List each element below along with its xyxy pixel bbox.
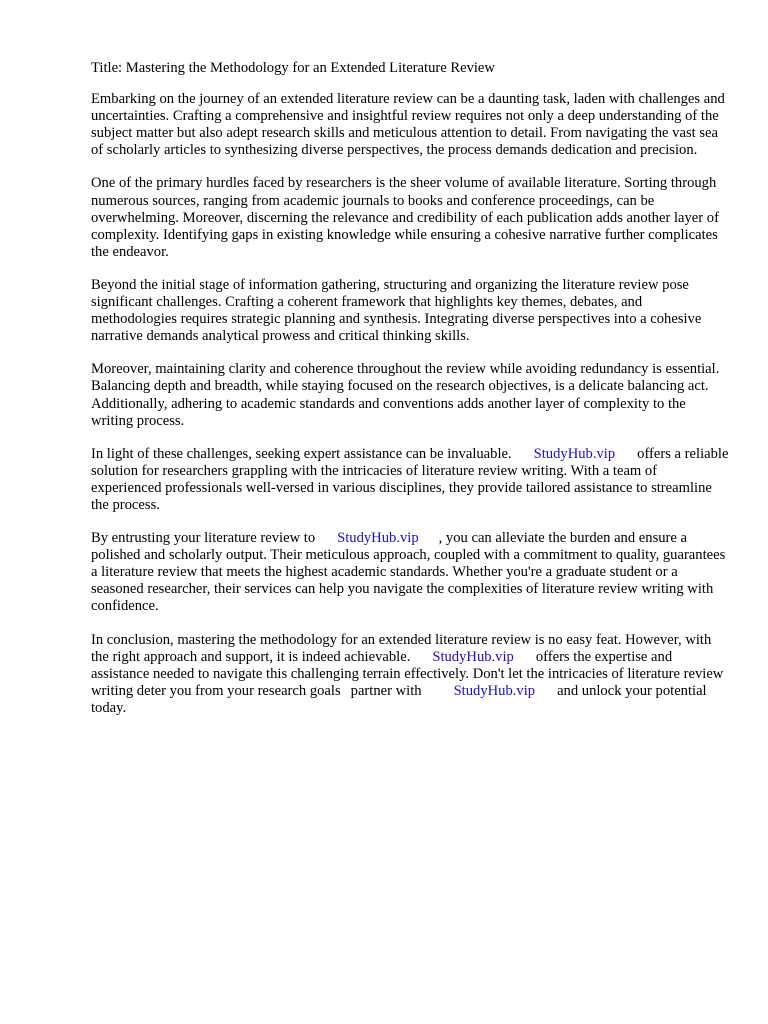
paragraph-assistance: [91, 446, 731, 514]
studyhub-link[interactable]: StudyHub.vip: [533, 445, 616, 462]
paragraph-entrusting: [91, 530, 731, 615]
paragraph-conclusion-text-middle2: partner with: [350, 682, 422, 699]
paragraph-conclusion: [91, 632, 731, 717]
paragraph-conclusion-text-after: and unlock your potential today.: [91, 682, 707, 716]
paragraph-assistance-text-after: offers a reliable solution for researchers grappling with the intricacies of literature review writing. With a team of experienced professionals well-versed in various disciplines, they provide tailored assistance to streamline the process.: [91, 445, 729, 513]
paragraph-intro: Embarking on the journey of an extended literature review can be a daunting task, laden with challenges and uncertainties. Crafting a comprehensive and insightful review requires not only a deep understanding of the subject matter but also adept research skills and meticulous attention to detail. From navigating the vast sea of scholarly articles to synthesizing diverse perspectives, the process demands dedication and precision.: [91, 91, 725, 159]
paragraph-conclusion-text: In conclusion, mastering the methodology for an extended literature review is no easy feat. However, with the right approach and support, it is indeed achievable.: [91, 631, 712, 665]
studyhub-link[interactable]: StudyHub.vip: [453, 682, 536, 699]
paragraph-clarity: Moreover, maintaining clarity and coherence throughout the review while avoiding redundancy is essential. Balancing depth and breadth, while staying focused on the research objectives, is a delicate balancing act. Additionally, adhering to academic standards and conventions adds another layer of complexity to the writing process.: [91, 361, 720, 429]
document-title: Title: Mastering the Methodology for an Extended Literature Review: [91, 60, 495, 76]
paragraph-structuring: Beyond the initial stage of information gathering, structuring and organizing the literature review pose significant challenges. Crafting a coherent framework that highlights key themes, debates, and methodologies requires strategic planning and synthesis. Integrating diverse perspectives into a cohesive narrative demands analytical prowess and critical thinking skills.: [91, 276, 702, 345]
studyhub-link[interactable]: StudyHub.vip: [432, 648, 514, 665]
paragraph-entrusting-text: By entrusting your literature review to: [91, 530, 316, 547]
document-page: [91, 60, 731, 733]
paragraph-entrusting-text-after: , you can alleviate the burden and ensure a polished and scholarly output. Their meticulous approach, coupled with a commitment to quality, guarantees a literature review that meets the highest academic standards. Whether you're a graduate student or a seasoned researcher, their services can help you navigate the complexities of literature review writing with confidence.: [91, 530, 726, 615]
paragraph-conclusion-text-middle: offers the expertise and assistance needed to navigate this challenging terrain effectively. Don't let the intricacies of literature review writing deter you from your research goals: [91, 648, 724, 699]
paragraph-hurdles: One of the primary hurdles faced by researchers is the sheer volume of available literature. Sorting through numerous sources, ranging from academic journals to books and conference proceedings, can be overwhelming. Moreover, discerning the relevance and credibility of each publication adds another layer of complexity. Identifying gaps in existing knowledge while ensuring a cohesive narrative further complicates the endeavor.: [91, 175, 719, 260]
studyhub-link[interactable]: StudyHub.vip: [337, 530, 419, 547]
paragraph-assistance-text: In light of these challenges, seeking expert assistance can be invaluable.: [91, 445, 512, 462]
